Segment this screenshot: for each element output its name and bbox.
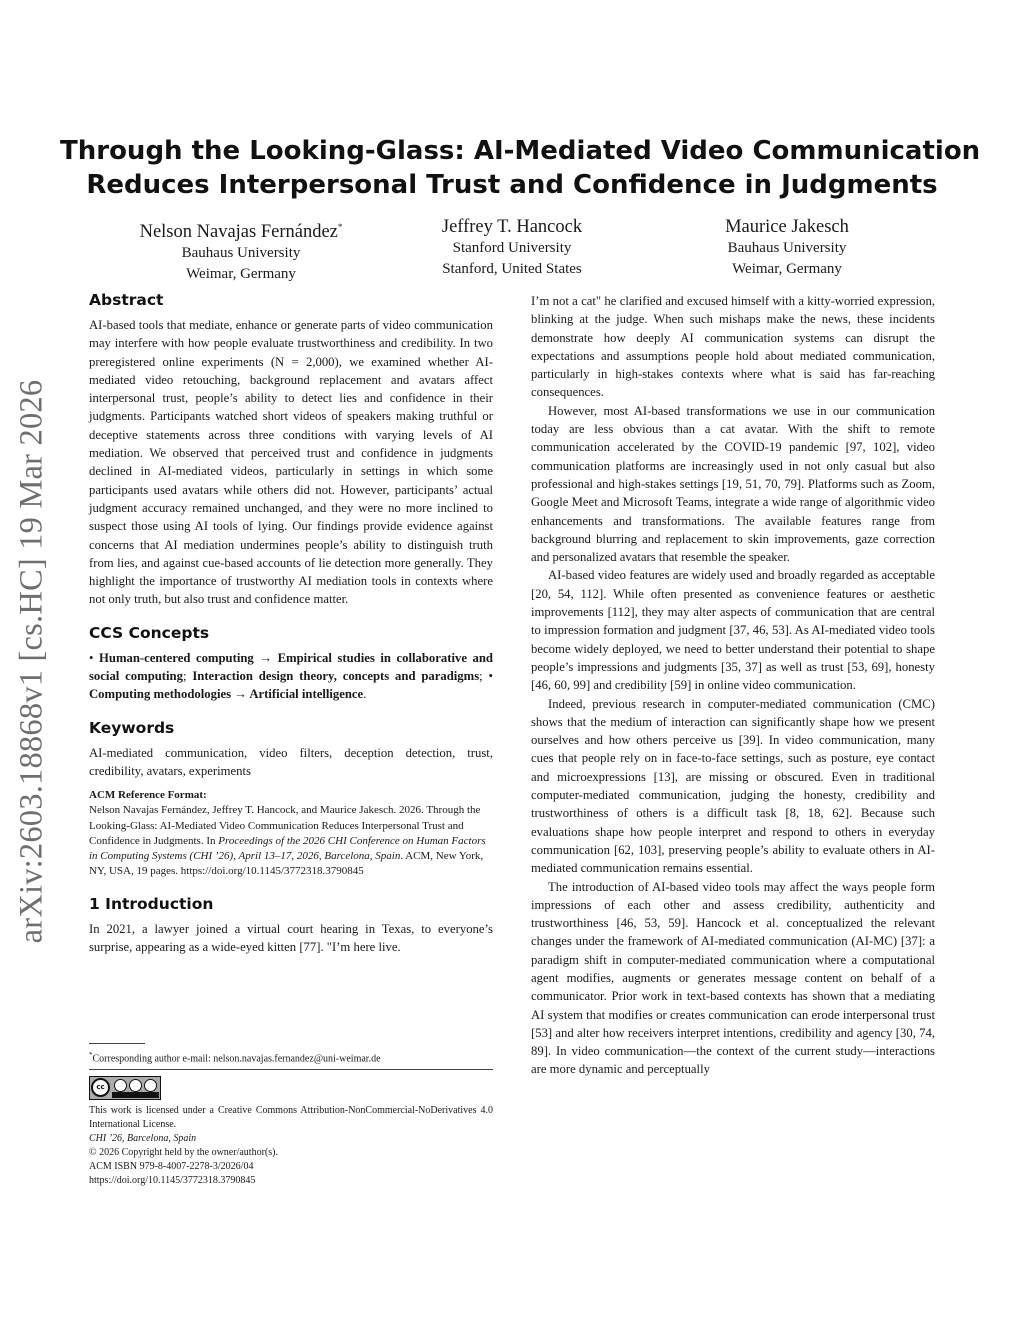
license-text: This work is licensed under a Creative Commons Attribution-NonCommercial-NoDerivatives 4.0 International License. [89, 1105, 493, 1130]
author-name: Maurice Jakesch [725, 217, 849, 237]
footnote-mark: * [89, 1051, 93, 1059]
author-block-2 [382, 216, 642, 280]
copyright: © 2026 Copyright held by the owner/author(s). [89, 1147, 278, 1158]
by-icon [114, 1079, 127, 1092]
license-block [89, 1104, 493, 1188]
ccs-term: Interaction design theory, concepts and paradigms [192, 669, 480, 684]
body-paragraph: The introduction of AI-based video tools may affect the ways people form impressions of each other and assess credibility, authenticity and trustworthiness [46, 53, 59]. Hancock et al. conceptualized the relevant changes under the framework of AI-mediated communication (AI-MC) [37]: a paradigm shift in computer-mediated communication where a computational agent modifies, augments or generates message content on behalf of a communicator. Prior work in text-based contexts has shown that a mediating AI system that modifies or creates communication can erode interpersonal trust [53] and alter how receivers interpret intentions, credibility and agency [30, 74, 89]. In video communication—the context of the current study—interactions are more dynamic and perceptually [531, 879, 935, 1077]
author-location: Weimar, Germany [186, 266, 296, 283]
keywords-text: AI-mediated communication, video filters, deception detection, trust, credibility, avatars, experiments [89, 745, 493, 778]
acm-reference-proceedings: Proceedings of the 2026 CHI Conference on Human Factors in Computing Systems (CHI ’26), April 13–17, 2026, Barcelona, Spain [89, 834, 486, 863]
ccs-term: Artificial intelligence [249, 687, 364, 702]
author-affiliation: Stanford University [452, 240, 572, 256]
author-block-1 [111, 216, 371, 285]
noncommercial-icon [129, 1079, 142, 1092]
body-paragraph: However, most AI-based transformations we use in our communication today are less obvious than a cat avatar. With the shift to remote communication accelerated by the COVID-19 pandemic [97, 102], video communication platforms are increasingly used in not only casual but also professional and high-stakes settings [19, 51, 70, 79]. Platforms such as Zoom, Google Meet and Microsoft Teams, integrate a wide range of algorithmic video enhancements and transformations. The available features range from background blurring and replacement to skin improvements, gaze correction and personalized avatars that resemble the speaker. [531, 403, 935, 565]
abstract-heading: Abstract [89, 291, 164, 309]
body-paragraph: I’m not a cat" he clarified and excused himself with a kitty-worried expression, blinking at the judge. When such mishaps make the news, these incidents demonstrate how deeply AI communication systems can disrupt the expectations and assumptions people hold about mediated communication, particularly in high-stakes contexts where what is said has far-reaching consequences. [531, 294, 935, 400]
ccs-arrow: → [253, 650, 278, 665]
author-name: Jeffrey T. Hancock [441, 217, 583, 237]
creative-commons-badge-icon [89, 1076, 161, 1100]
footnote [89, 1048, 499, 1066]
author-affiliation: Bauhaus University [727, 240, 847, 256]
author-location: Stanford, United States [442, 261, 582, 277]
ccs-concepts [89, 649, 493, 704]
keywords-heading: Keywords [89, 718, 175, 737]
ccs-term: Empirical studies in collaborative and social computing [89, 650, 493, 684]
ccs-separator: ; [479, 669, 489, 684]
cc-logo-icon: cc [91, 1078, 110, 1097]
footnote-text: Corresponding author e-mail: nelson.navajas.fernandez@uni-weimar.de [92, 1053, 381, 1065]
footnote-rule [89, 1043, 145, 1044]
ccs-term: Human-centered computing [99, 650, 254, 665]
ccs-separator: ; [182, 669, 193, 684]
author-block-3 [657, 216, 917, 280]
isbn: ACM ISBN 979-8-4007-2278-3/2026/04 [89, 1161, 254, 1172]
author-name: Nelson Navajas Fernández [139, 222, 338, 243]
ccs-bullet: • [89, 650, 94, 665]
ccs-heading: CCS Concepts [89, 623, 210, 642]
license-rule [89, 1069, 493, 1070]
paper-title [60, 134, 981, 202]
introduction-text: In 2021, a lawyer joined a virtual court hearing in Texas, to everyone’s surprise, appearing as a wide-eyed kitten [77]. "I’m here live. [89, 921, 493, 955]
cc-label-strip [112, 1092, 159, 1098]
arxiv-stamp [6, 362, 58, 960]
acm-reference-text: Nelson Navajas Fernández, Jeffrey T. Hancock, and Maurice Jakesch. 2026. Through the Looking-Glass: AI-Mediated Video Communication Reduces Interpersonal Trust and Confidence in Judgments. In Proceedings of the 2026 CHI Conference on Human Factors in Computing Systems (CHI ’26), April 13–17, 2026, Barcelona, Spain. ACM, New York, NY, USA, 19 pages. https://doi.org/10.1145/3772318.3790845 [89, 804, 486, 878]
title-line-1: Through the Looking-Glass: AI-Mediated Video Communication [60, 136, 981, 166]
author-affiliation: Bauhaus University [181, 245, 301, 262]
author-location: Weimar, Germany [732, 261, 842, 277]
body-paragraph: Indeed, previous research in computer-mediated communication (CMC) shows that the medium of interaction can significantly shape how we present ourselves and how others perceive us [39]. In video communication, many cues that people rely on in face-to-face settings, such as posture, eye contact and microexpressions [13], are missing or obscured. Even in traditional computer-mediated communication, judging the honesty, credibility and trustworthiness of others is a difficult task [8, 18, 62]. Because such evaluations shape how people interpret and respond to others in everyday communication [62, 103], preserving people’s ability to evaluate others in AI-mediated communication remains essential. [531, 696, 935, 876]
body-paragraph: AI-based video features are widely used and broadly regarded as acceptable [20, 54, 112]. While often presented as convenience features or aesthetic improvements [112], they may alter aspects of communication that are central to impression formation and judgment [37, 46, 53]. As AI-mediated video tools become widely deployed, we need to better understand their potential to shape people’s impressions and judgments [35, 37] as well as trust [53, 69], honesty [46, 60, 99] and credibility [59] in online video communication. [531, 568, 935, 693]
ccs-term: Computing methodologies [89, 687, 232, 702]
ccs-arrow: → [231, 687, 250, 702]
acm-reference-heading: ACM Reference Format: [89, 789, 207, 802]
venue: CHI ’26, Barcelona, Spain [89, 1133, 197, 1144]
title-line-2: Reduces Interpersonal Trust and Confidence in Judgments [86, 170, 938, 200]
author-footnote-mark: * [337, 222, 343, 232]
ccs-bullet: • [488, 669, 493, 684]
ccs-end: . [363, 687, 367, 702]
introduction-heading: 1 Introduction [89, 894, 214, 913]
abstract-text: AI-based tools that mediate, enhance or generate parts of video communication may interfere with how people evaluate trustworthiness and credibility. In two preregistered online experiments (N = 2,000), we examined whether AI-mediated video retouching, background replacement and avatars affect interpersonal trust, people’s ability to detect lies and confidence in their judgments. Participants watched short videos of speakers making truthful or deceptive statements across three conditions with varying levels of AI mediation. We observed that perceived trust and confidence in judgments declined in AI-mediated videos, particularly in settings in which some participants used avatars while others did not. However, participants’ actual judgment accuracy remained unchanged, and they were no more inclined to suspect those using AI tools of lying. Our findings provide evidence against concerns that AI mediation undermines people’s ability to distinguish truth from lies, and against cue-based accounts of lie detection more generally. They highlight the importance of trustworthy AI mediation tools in contexts where not only truth, but also trust and confidence matter. [89, 318, 493, 607]
arxiv-stamp-text: arXiv:2603.18868v1 [cs.HC] 19 Mar 2026 [13, 379, 50, 943]
doi-link[interactable]: https://doi.org/10.1145/3772318.3790845 [89, 1175, 256, 1186]
left-column [89, 290, 493, 956]
right-column [531, 292, 935, 1079]
noderivatives-icon [144, 1079, 157, 1092]
